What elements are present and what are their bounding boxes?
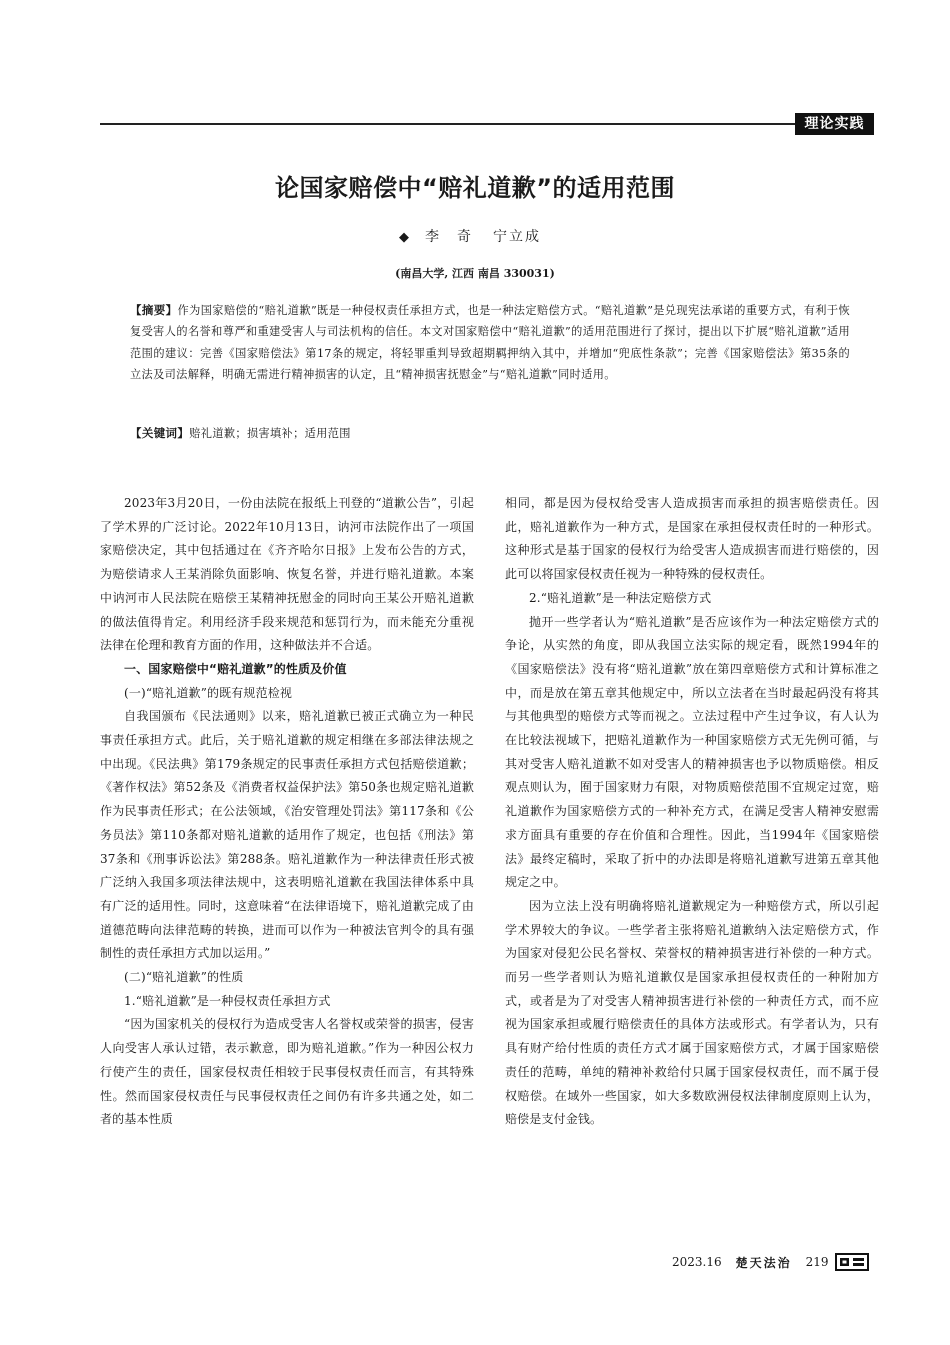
section-tag: 理论实践 (795, 113, 874, 135)
journal-logo-icon (835, 1253, 869, 1271)
body-column-right (505, 492, 879, 1132)
diamond-bullet-icon: ◆ (399, 230, 411, 245)
page-number: 219 (805, 1255, 829, 1269)
paragraph-continued: 相同，都是因为侵权给受害人造成损害而承担的损害赔偿责任。因此，赔礼道歉作为一种方式，是国家在承担侵权责任时的一种形式。这种形式是基于国家的侵权行为给受害人造成损害而进行赔偿的，因此可以将国家侵权责任视为一种特殊的侵权责任。 (505, 496, 879, 582)
paragraph: “因为国家机关的侵权行为造成受害人名誉权或荣誉的损害，侵害人向受害人承认过错，表示歉意，即为赔礼道歉。”作为一种因公权力行使产生的责任，国家侵权责任相较于民事侵权责任而言，有其特殊性。然而国家侵权责任与民事侵权责任之间仍有许多共通之处，如二者的基本性质 (100, 1017, 474, 1127)
keywords-label: 【关键词】 (130, 426, 190, 440)
article-title: 论国家赔偿中“赔礼道歉”的适用范围 (274, 174, 676, 202)
subsection-heading: (一)“赔礼道歉”的既有规范检视 (124, 685, 293, 700)
affiliation: (南昌大学, 江西 南昌 330031) (395, 267, 555, 280)
subsection-heading: (二)“赔礼道歉”的性质 (124, 970, 244, 985)
abstract-text: 作为国家赔偿的“赔礼道歉”既是一种侵权责任承担方式，也是一种法定赔偿方式。“赔礼道歉”是兑现宪法承诺的重要方式，有利于恢复受害人的名誉和尊严和重建受害人与司法机构的信任。本文对国家赔偿中“赔礼道歉”的适用范围进行了探讨，提出以下扩展“赔礼道歉”适用范围的建议：完善《国家赔偿法》第17条的规定，将轻罪重判导致超期羁押纳入其中，并增加“兜底性条款”；完善《国家赔偿法》第35条的立法及司法解释，明确无需进行精神损害的认定，且“精神损害抚慰金”与“赔礼道歉”同时适用。 (130, 304, 850, 382)
page-footer (672, 1253, 869, 1271)
keywords-text: 赔礼道歉；损害填补；适用范围 (189, 427, 351, 440)
author-line (0, 226, 950, 246)
subsubsection-heading: 2.“赔礼道歉”是一种法定赔偿方式 (529, 590, 712, 605)
issue-date: 2023.16 (672, 1255, 722, 1269)
paragraph: 抛开一些学者认为“赔礼道歉”是否应该作为一种法定赔偿方式的争论，从实然的角度，即从我国立法实际的规定看，既然1994年的《国家赔偿法》没有将“赔礼道歉”放在第四章赔偿方式和计算标准之中，而是放在第五章其他规定中，所以立法者在当时最起码没有将其与其他典型的赔偿方式等而视之。立法过程中产生过争议，有人认为在比较法视域下，把赔礼道歉作为一种国家赔偿方式无先例可循，与其对受害人赔礼道歉不如对受害人的精神损害也予以物质赔偿。相反观点则认为，囿于国家财力有限，对物质赔偿范围不宜规定过宽，赔礼道歉作为国家赔偿方式的一种补充方式，在满足受害人精神安慰需求方面具有重要的存在价值和合理性。因此，当1994年《国家赔偿法》最终定稿时，采取了折中的办法即是将赔礼道歉写进第五章其他规定之中。 (505, 614, 879, 890)
subsubsection-heading: 1.“赔礼道歉”是一种侵权责任承担方式 (124, 993, 331, 1008)
abstract (130, 300, 850, 386)
keywords (130, 423, 850, 444)
paragraph: 因为立法上没有明确将赔礼道歉规定为一种赔偿方式，所以引起学术界较大的争议。一些学者主张将赔礼道歉纳入法定赔偿方式，作为国家对侵犯公民名誉权、荣誉权的精神损害进行补偿的一种方式。而另一些学者则认为赔礼道歉仅是国家承担侵权责任的一种附加方式，或者是为了对受害人精神损害进行补偿的一种责任方式，而不应视为国家承担或履行赔偿责任的具体方法或形式。有学者认为，只有具有财产给付性质的责任方式才属于国家赔偿方式，才属于国家赔偿责任的范畴，单纯的精神补救给付只属于国家侵权责任，而不属于侵权赔偿。在域外一些国家，如大多数欧洲侵权法律制度原则上认为，赔偿是支付金钱。 (505, 898, 879, 1127)
paragraph: 自我国颁布《民法通则》以来，赔礼道歉已被正式确立为一种民事责任承担方式。此后，关于赔礼道歉的规定相继在多部法律法规之中出现。《民法典》第179条规定的民事责任承担方式包括赔偿道歉；《著作权法》第52条及《消费者权益保护法》第50条也规定赔礼道歉作为民事责任形式；在公法领域，《治安管理处罚法》第117条和《公务员法》第110条都对赔礼道歉的适用作了规定，也包括《刑法》第37条和《刑事诉讼法》第288条。赔礼道歉作为一种法律责任形式被广泛纳入我国多项法律法规中，这表明赔礼道歉在我国法律体系中具有广泛的适用性。同时，这意味着“在法律语境下，赔礼道歉完成了由道德范畴向法律范畴的转换，进而可以作为一种被法官判令的具有强制性的责任承担方式加以运用。” (100, 709, 474, 961)
author-2: 宁立成 (493, 229, 541, 245)
abstract-label: 【摘要】 (130, 303, 178, 317)
journal-name: 楚天法治 (735, 1255, 792, 1270)
author-1: 李 奇 (425, 229, 473, 245)
header-rule (100, 123, 795, 125)
body-column-left (100, 492, 474, 1132)
paragraph: 2023年3月20日，一份由法院在报纸上刊登的“道歉公告”，引起了学术界的广泛讨论。2022年10月13日，讷河市法院作出了一项国家赔偿决定，其中包括通过在《齐齐哈尔日报》上发布公告的方式，为赔偿请求人王某消除负面影响、恢复名誉，并进行赔礼道歉。本案中讷河市人民法院在赔偿王某精神抚慰金的同时向王某公开赔礼道歉的做法值得肯定。利用经济手段来规范和惩罚行为，而未能充分重视法律在伦理和教育方面的作用，这种做法并不合适。 (100, 496, 474, 653)
section-heading: 一、国家赔偿中“赔礼道歉”的性质及价值 (124, 661, 347, 676)
